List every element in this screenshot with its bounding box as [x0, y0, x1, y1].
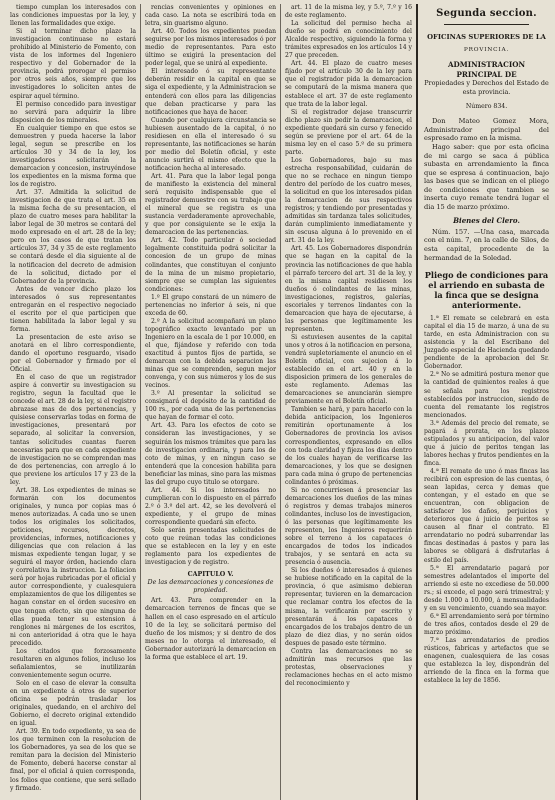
paragraph: tiempo cumplan los interesados con las condiciones impuestas por la ley, y llenen las formalidades que exige. [10, 4, 136, 28]
paragraph: Art. 38. Los expedientes de minas se formarán con los documentos originales, y nunca por copias mas ó menos autorizadas. A cada uno se unen todos los originales los solicitados, peticiones, recursos, decretos, providencias, informes, notificaciones y diligencias que con relacion á las mismas expediente tengan lugar, y se seguirá el mayor órden, haciendo clara y correlativa la instruccion. La foliacion será por hojas rubricadas por el oficial y autor correspondiente, y cualesquiera emplazamientos de que los diligentes se hagan constar en el órden sucesivo en que tengan efecto, sin que ninguna de ellas pueda tener su estension á renglones ni márgenes de los escritos, ni con anterioridad á otra que le haya precedido. [10, 486, 136, 647]
condition-item: 4.ª El remate de uno ó mas fincas las recibirá con espresion de las cuentas, ó sean lapidas, cerca y demas que contengan, y el estado en que se encuentran, con obligacion de satisfacer los daños, perjuicios y deterioros que á juicio de peritos se causen al finar el contrato. El arrendatario no podrá subarrendar las fincas destinadas á pastos y para las labores se obligará á disfrutarlas á estilo del país. [424, 467, 549, 564]
paragraph: Núm. 157. —Una casa, marcada con el núm. 7, en la calle de Silos, de esta capital, procedente de la hermandad de la Soledad. [424, 227, 549, 262]
column-2 [140, 4, 280, 800]
conditions-heading: Pliego de condiciones para el arriendo en subasta de la finca que se designa anteriormente. [424, 270, 549, 311]
paragraph: Los citados que forzosamente resultaren en algunos folios, incluso los señalamientos, se inutilizarán convenientemente segun ocurre. [10, 647, 136, 679]
paragraph: El interesado ó su representante deberán residir en la capital en que se siga el expediente, y la Administracion se entenderá con ellos para las diligencias que deban practicarse y para las notificaciones que haya de hacer. [145, 68, 276, 116]
paragraph: Si estuviesen ausentes de la capital unos y otros á la notificacion en persona, vendrá supletoriamente el anuncio en el Boletín oficial, con sujecion á lo establecido en el art. 40 y en la disposicion primera de los generales de este reglamento. Ademas las demarcaciones se anunciarán siempre previamente en el Boletín oficial. [285, 333, 412, 406]
condition-item: 5.ª El arrendatario pagará por semestres adelantados el importe del arriendo si este no excediese de 50.000 rs.; si excede, el pago será trimestral; y desde 1.000 a 10.000, á mensualidades y en su vencimiento, cuando sea mayor. [424, 564, 549, 612]
divider [444, 24, 529, 25]
paragraph: Contra las demarcaciones no se admitirán mas recursos que las protestas, observaciones y reclamaciones hechas en el acto mismo del reconocimiento y [285, 647, 412, 687]
paragraph: 3.º Al presentar la solicitud se consignará el depósito de la cantidad de 100 rs., por cada una de las pertenencias que hayan de formar el coto. [145, 390, 276, 422]
paragraph: El permiso concedido para investigar no servirá para adquirir la libre disposicion de los minerales. [10, 100, 136, 124]
column-3 [280, 4, 416, 800]
paragraph: Antes de vencer dicho plazo los interesados ó sus representantes entregarán en el respectivo negociado el escrito por el que participen que tienen habilitada la labor legal y su forma. [10, 285, 136, 333]
notice-intro [424, 117, 549, 212]
paragraph: Solo en el caso de elevar la consulta en un expediente á otros de superior oficina se podrán trasladar los originales, quedando, en el archivo del Gobierno, el decreto original extendido en igual. [10, 679, 136, 728]
paragraph: 1.º El grupo constará de un número de pertenencias no inferior á seis, ni que exceda de 60. [145, 293, 276, 317]
paragraph: art. 11 de la misma ley, y 5.º, 7.º y 16 de este reglamento. [285, 4, 412, 20]
administration-heading: ADMINISTRACION PRINCIPAL DE [447, 60, 526, 79]
paragraph: Art. 40. Todos los expedientes puedan seguirse por los mismos interesados ó por medio de representantes. Para esto último se exigirá la presentacion del poder legal, que se unirá al expediente. [145, 28, 276, 68]
notice-number: Número 834. [465, 103, 508, 111]
paragraph: Art. 37. Admitida la solicitud de investigacion de que trata el art. 35 en la misma fecha de su presentacion, el plazo de cuatro meses para habilitar la labor legal de 30 metros se contará del modo expresado en el art. 28 de la ley; pero en los casos de que tratan los artículos 37, 34 y 35 de este reglamento se contará desde el dia siguiente al de la notificacion del decreto de admision de la solicitud, dictado por el Gobernador de la provincia. [10, 189, 136, 285]
condition-item: 3.ª Además del precio del remate, se pagará á prorata, en los plazos estipulados y su anticipacion, del valor que á juicio de peritos tengan las labores hechas y frutos pendientes en la finca. [424, 419, 549, 467]
paragraph: 2.º A la solicitud acompañará un plano topográfico exacto levantado por un Ingeniero en la escala de 1 por 10.000, en el que, fijándose y referido con toda exactitud á puntos fijos de partida, se demarcan con la debida separacion las minas que se comprenden, segun mejor convenga, y con sus números y los de sus vecinos. [145, 317, 276, 390]
paragraph: Don Mateo Gomez Mora, Administrador principal del espresado ramo en la misma. [424, 117, 549, 143]
condition-item: 6.ª El arrendamiento será por término de tres años, contados desde el 29 de marzo próximo. [424, 612, 549, 636]
paragraph: Cuando por cualquiera circunstancia se hubiesen ausentado de la capital, ó no residiesen en ella el interesado ó su representante, las notificaciones se harán por medio del Boletín oficial, y este anuncio surtirá el mismo efecto que la notificacion hecha al interesado. [145, 116, 276, 172]
paragraph: rencias convenientes y opiniones en cada caso. La nota se escribirá toda en letra, sin guarismo alguno. [145, 4, 276, 28]
office-heading: OFICINAS SUPERIORES DE LA [427, 33, 546, 42]
page-columns [6, 4, 549, 800]
conditions-list [424, 315, 549, 685]
paragraph: Art. 43. Para los efectos de coto se consideran las investigaciones, y se seguirán los mismos trámites que para las de investigacion ordinaria, y para los de coto de minas, y en ningun caso se entenderá que la concesion habilita para beneficiar las minas, sino para las mismas las del grupo cuyo titulo se otorgare. [145, 422, 276, 486]
section-title: Segunda seccion. [436, 8, 537, 19]
property-item [424, 228, 549, 262]
administration-subheading: Propiedades y Derechos del Estado de esta provincia. [424, 79, 549, 96]
paragraph: La solicitud del permiso hecha al dueño se podrá en conocimiento del Alcalde respectivo, siguiendo la forma y trámites expresados en los artículos 14 y 27 que preceden. [285, 20, 412, 60]
paragraph: Hago saber: que por esta oficina de mi cargo se saca á pública subasta en arrendamiento la finca que se espresa á continuacion, bajo las bases que se indican en el pliego de condiciones que tambien se inserta cuyo remate tendrá lugar el dia 15 de marzo próximo. [424, 142, 549, 212]
paragraph: Si no concurriesen á presenciar las demarcaciones los dueños de las minas ó registros y demas trabajos mineros colindantes, incluso los de investigacion, ó las personas que legítimamente les representen, los Ingenieros requerirán sobre el terreno á los capataces ó encargados de todos los indicados trabajos, y se sentará en acta su presencia ó ausencia. [285, 486, 412, 567]
condition-item: 1.ª El remate se celebrará en esta capital el dia 15 de marzo, á una de su tarde, en esta Administracion con su asistencia y la del Escribano del Juzgado especial de Hacienda quedando pendiente de la aprobacion del Sr. Gobernador. [424, 315, 549, 371]
condition-item: 7.ª Las arrendatarios de predios rústicos, fabricas y artefactos que se enagenen, cualesquiera de las cosas que establezca la ley, dispondrán del arriendo de la finca en la forma que establece la ley de 1856. [424, 636, 549, 685]
paragraph: Art. 45. Los Gobernadores dispondrán que se hagan en la capital de la provincia las notificaciones de que habla el párrafo tercero del art. 31 de la ley, y en la misma capital residiesen los dueños ó colindantes de las minas, investigaciones, registros, galerías, escoriales y terrenos lindantes con la demarcacion que haya de ejecutarse, á las personas que legítimamente les representen. [285, 245, 412, 333]
paragraph: En el caso de que un registrador aspire á convertir su investigacion su registro, segun la facultad que le concede el art. 28 de la ley, si el registro abrazase mas de dos pertenencias, y quisiese conservarlas todas en forma de investigaciones, presentará por separado, al solicitar la conversion, tantas solicitudes cuantas fueren necesarias para que en cada expediente de investigacion no se comprendan mas de dos pertenencias, con arreglo á lo que previene los artículos 17 y 23 de la ley. [10, 374, 136, 486]
paragraph: Art. 44. Si los interesados no cumplieran con lo dispuesto en el párrafo 2.º ó 3.º del art. 42, se les devolverá el expediente, y el grupo de minas correspondiente quedará sin efecto. [145, 486, 276, 526]
condition-item: 2.ª No se admitirá postura menor que la cantidad de quinientos reales á que se señala para los registros establecidos por instruccion, siendo de cuenta del rematante los registros mencionados. [424, 371, 549, 419]
column-4-official-notices [416, 4, 549, 800]
paragraph: Art. 42. Todo particular ó sociedad legalmente constituida podrá solicitar la concesion de un grupo de minas colindantes, que constituyan el conjunto de la mina de un mismo propietario, siempre que se cumplan las siguientes condiciones: [145, 237, 276, 293]
paragraph: Si al terminar dicho plazo la investigacion continuase no estará prohibido al Ministerio de Fomento, con vista de los informes del Ingeniero respectivo y del Gobernador de la provincia, podrá prorogar el permiso por otros seis años, siempre que los investigadores lo soliciten antes de espirar aquel término. [10, 28, 136, 100]
paragraph: Tambien se hará, y para hacerlo con la debida anticipacion, los Ingenieros remitirán oportunamente á los Gobernadores de provincia los avisos correspondientes, expresando en ellos con toda claridad y fijeza los dias dentro de los cuales hayan de verificarse las demarcaciones, y los que se designen para cada mina ó grupo de pertenencias colindantes ó próximas. [285, 406, 412, 486]
bienes-heading: Bienes del Clero. [453, 215, 520, 225]
paragraph: Art. 44. El plazo de cuatro meses fijado por el artículo 30 de la ley para que el registrador pida la demarcacion se computará de la misma manera que establece el art. 37 de este reglamento que trata de la labor legal. [285, 60, 412, 108]
paragraph: La presentacion de este aviso se anotará en el libro correspondiente, dando el oportuno resguardo, visado por el Gobernador y firmado por el Oficial. [10, 333, 136, 374]
paragraph: Art. 39. En todo expediente, ya sea de los que terminen con la resolucion de los Gobernadores, ya sea de los que se remitan para la decision del Ministerio de Fomento, deberá hacerse constar al final, por el oficial á quien corresponda, los folios que contiene, que será sellado y firmado. [10, 728, 136, 792]
column-1 [6, 4, 140, 800]
paragraph: Art. 41. Para que la labor legal ponga de manifiesto la existencia del mineral será requisito indispensable que el registrador demuestre con su trabajo que el mineral que se registra es una sustancia verdaderamente aprovechable, y que por consiguiente se le exija la demarcacion de las pertenencias. [145, 172, 276, 237]
paragraph: Los Gobernadores, bajo su mas estrecha responsabilidad, cuidarán de que no se rechace en ningun tiempo dentro del período de los cuatro meses, la solicitud en que los interesados pidan la demarcacion de sus respectivos registros; y tendiendo por presentadas y admitidas sin tardanza tales solicitudes, darán cumplimiento inmediatamente y sin escusa alguna á lo prevenido en el art. 31 de la ley. [285, 156, 412, 245]
paragraph: En cualquier tiempo en que estos se demuestren y pueda hacerse la labor legal, segun se prescribe en los artículos 30 y 34 de la ley, los investigadores solicitarán la demarcacion y concesion, instruyéndose los expedientes en la misma forma que los de registro. [10, 124, 136, 189]
province-heading: PROVINCIA. [463, 47, 510, 54]
paragraph: Si los dueños ó interesados á quienes se hubiese notificado en la capital de la provincia, ó que asimismo debieran representar, tuvieren en la demarcacion que reclamar contra los efectos de la misma, la verificarán por escrito y presentarán á los capataces ó encargados de los trabajos dentro de un plazo de diez dias, y no serán oidos despues de pasado este término. [285, 567, 412, 647]
paragraph: Solo serán presentadas solicitudes de coto que reúnan todas las condiciones que se establecen en la ley y en este reglamento para los expedientes de investigacion y de registro. [145, 527, 276, 567]
chapter-heading: CAPITULO V. [187, 571, 234, 579]
paragraph: Art. 43. Para comprender en la demarcacion terrenos de fincas que se hallen en el caso espresado en el artículo 10 de la ley, se solicitará permiso del dueño de los mismos; y si dentro de dos meses no lo otorga el interesado, el Gobernador autorizará la demarcacion en la forma que establece el art. 19. [145, 597, 276, 661]
paragraph: Si el registrador dejase transcurrir dicho plazo sin pedir la demarcacion, el expediente quedará sin curso y fenecido según se previene por el art. 64 de la misma ley en el caso 5.º de su primera parte. [285, 108, 412, 156]
chapter-subheading: De las demarcaciones y concesiones de propiedad. [147, 579, 274, 595]
